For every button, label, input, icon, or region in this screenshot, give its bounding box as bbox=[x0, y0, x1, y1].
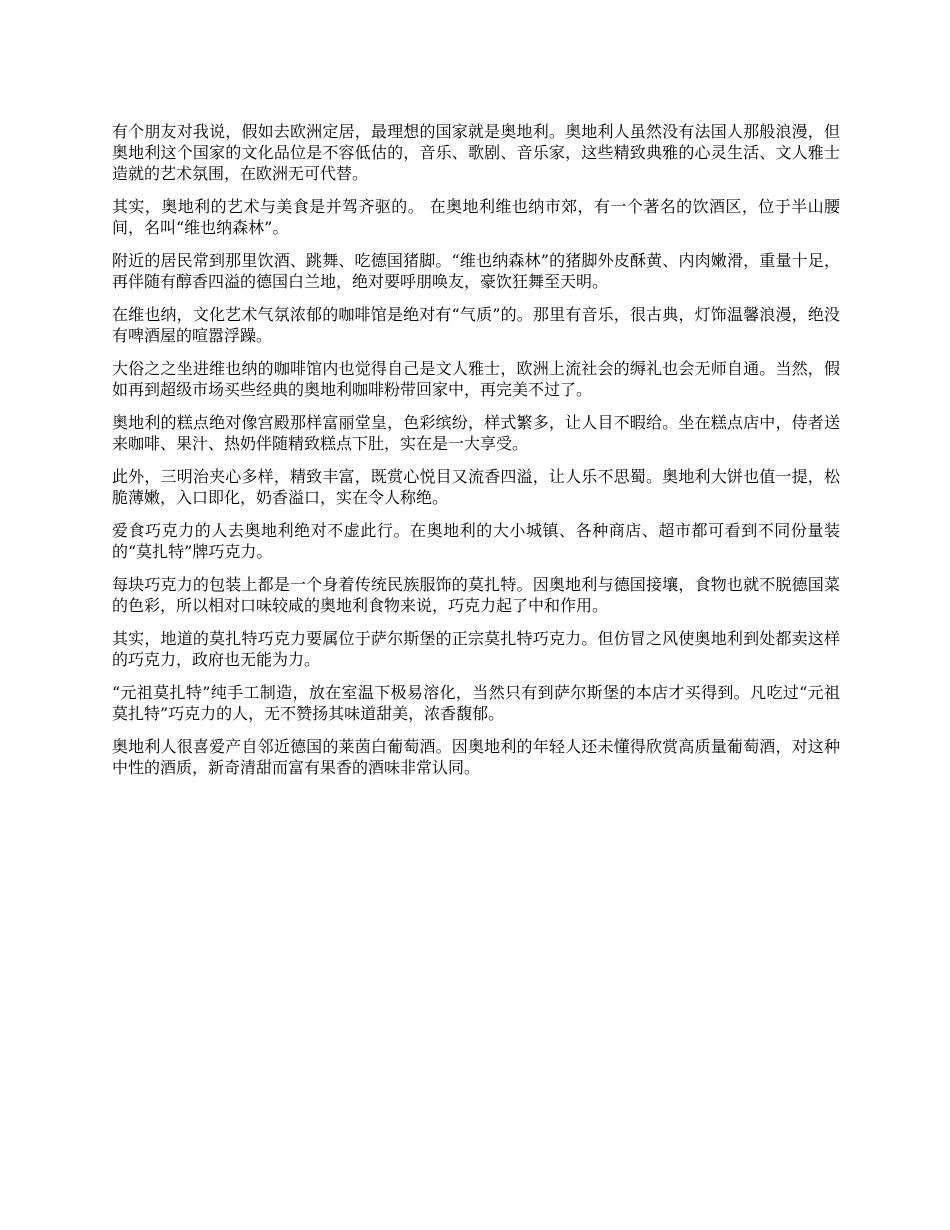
paragraph: 大俗之之坐进维也纳的咖啡馆内也觉得自己是文人雅士，欧洲上流社会的缛礼也会无师自通。当然，假如再到超级市场买些经典的奥地利咖啡粉带回家中，再完美不过了。 bbox=[112, 359, 840, 399]
paragraph: 在维也纳，文化艺术气氛浓郁的咖啡馆是绝对有“气质”的。那里有音乐，很古典，灯饰温馨浪漫，绝没有啤酒屋的喧嚣浮躁。 bbox=[112, 305, 840, 345]
paragraph: 爱食巧克力的人去奥地利绝对不虚此行。在奥地利的大小城镇、各种商店、超市都可看到不同份量装的“莫扎特”牌巧克力。 bbox=[112, 521, 840, 561]
document-body bbox=[112, 121, 840, 790]
paragraph: 奥地利人很喜爱产自邻近德国的莱茵白葡萄酒。因奥地利的年轻人还未懂得欣赏高质量葡萄酒，对这种中性的酒质，新奇清甜而富有果香的酒味非常认同。 bbox=[112, 737, 840, 777]
paragraph: 奥地利的糕点绝对像宫殿那样富丽堂皇，色彩缤纷，样式繁多，让人目不暇给。坐在糕点店中，侍者送来咖啡、果汁、热奶伴随精致糕点下肚，实在是一大享受。 bbox=[112, 413, 840, 453]
paragraph: 此外，三明治夹心多样，精致丰富，既赏心悦目又流香四溢，让人乐不思蜀。奥地利大饼也值一提，松脆薄嫩，入口即化，奶香溢口，实在令人称绝。 bbox=[112, 467, 840, 507]
paragraph: 其实，地道的莫扎特巧克力要属位于萨尔斯堡的正宗莫扎特巧克力。但仿冒之风使奥地利到处都卖这样的巧克力，政府也无能为力。 bbox=[112, 629, 840, 669]
paragraph: 附近的居民常到那里饮酒、跳舞、吃德国猪脚。“维也纳森林”的猪脚外皮酥黄、内肉嫩滑，重量十足，再伴随有醇香四溢的德国白兰地，绝对要呼朋唤友，豪饮狂舞至天明。 bbox=[112, 251, 840, 291]
paragraph: 有个朋友对我说，假如去欧洲定居，最理想的国家就是奥地利。奥地利人虽然没有法国人那般浪漫，但奥地利这个国家的文化品位是不容低估的，音乐、歌剧、音乐家，这些精致典雅的心灵生活、文人雅士造就的艺术氛围，在欧洲无可代替。 bbox=[112, 122, 840, 183]
paragraph: “元祖莫扎特”纯手工制造，放在室温下极易溶化，当然只有到萨尔斯堡的本店才买得到。凡吃过“元祖莫扎特”巧克力的人，无不赞扬其味道甜美，浓香馥郁。 bbox=[112, 683, 840, 723]
paragraph: 其实，奥地利的艺术与美食是并驾齐驱的。 在奥地利维也纳市郊，有一个著名的饮酒区，位于半山腰间，名叫“维也纳森林”。 bbox=[112, 197, 840, 237]
paragraph: 每块巧克力的包装上都是一个身着传统民族服饰的莫扎特。因奥地利与德国接壤，食物也就不脱德国菜的色彩，所以相对口味较咸的奥地利食物来说，巧克力起了中和作用。 bbox=[112, 575, 840, 615]
